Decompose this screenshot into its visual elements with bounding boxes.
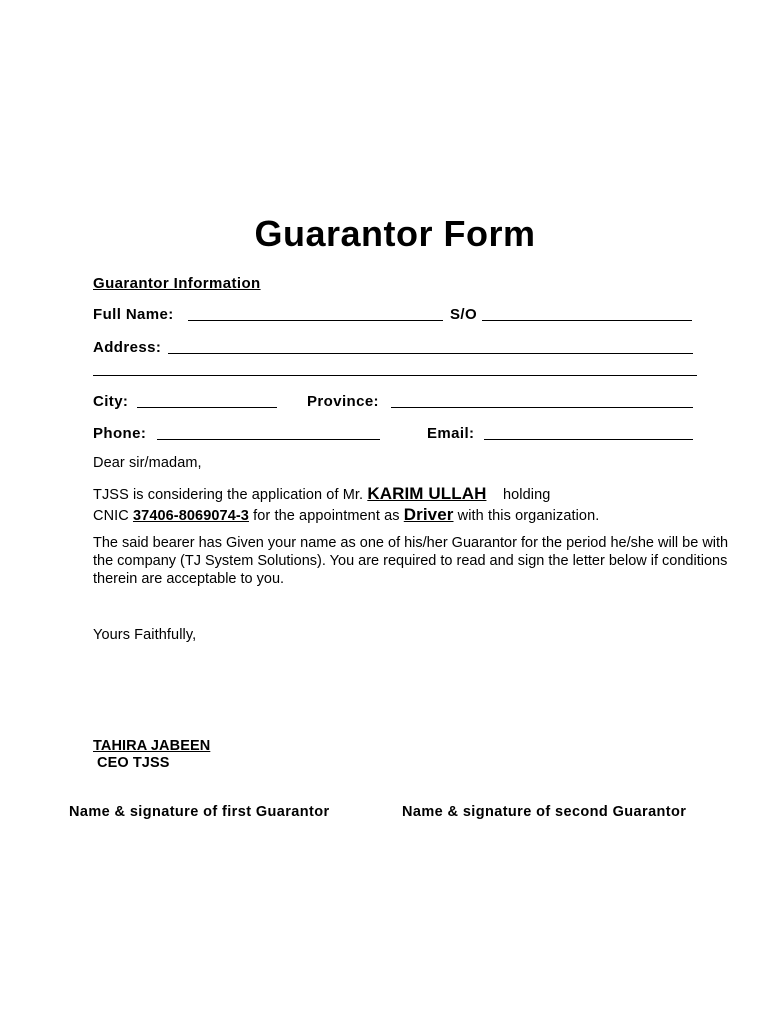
email-label: Email:: [427, 425, 475, 442]
city-label: City:: [93, 393, 129, 410]
full-name-label: Full Name:: [93, 306, 174, 323]
address-field[interactable]: [168, 353, 693, 354]
application-prefix: TJSS is considering the application of Mr.: [93, 487, 364, 503]
phone-field[interactable]: [157, 439, 380, 440]
section-heading: Guarantor Information: [93, 275, 261, 292]
application-line: [93, 484, 550, 504]
closing: Yours Faithfully,: [93, 627, 197, 643]
salutation: Dear sir/madam,: [93, 455, 202, 471]
appointment-text: for the appointment as: [253, 508, 400, 524]
phone-label: Phone:: [93, 425, 147, 442]
son-of-label: S/O: [450, 306, 478, 323]
second-guarantor-signature-label: Name & signature of second Guarantor: [402, 804, 687, 820]
organization-text: with this organization.: [457, 508, 600, 524]
signatory-title: CEO TJSS: [97, 755, 170, 771]
province-field[interactable]: [391, 407, 693, 408]
address-label: Address:: [93, 339, 162, 356]
cnic-line: [93, 505, 599, 525]
first-guarantor-signature-label: Name & signature of first Guarantor: [69, 804, 330, 820]
city-field[interactable]: [137, 407, 277, 408]
son-of-field[interactable]: [482, 320, 692, 321]
province-label: Province:: [307, 393, 379, 410]
signatory-name: TAHIRA JABEEN: [93, 738, 211, 754]
position: Driver: [403, 505, 454, 524]
applicant-name: KARIM ULLAH: [367, 484, 487, 503]
full-name-field[interactable]: [188, 320, 443, 321]
holding-text: holding: [502, 487, 551, 503]
address-field-line-2[interactable]: [93, 375, 697, 376]
page-title: Guarantor Form: [254, 213, 536, 254]
cnic-label: CNIC: [93, 508, 129, 524]
cnic-number: 37406-8069074-3: [132, 508, 249, 524]
letter-body: The said bearer has Given your name as one of his/her Guarantor for the period he/she will be with the company (TJ System Solutions). You are required to read and sign the letter below if conditions therein are acceptable to you.: [93, 535, 729, 587]
email-field[interactable]: [484, 439, 693, 440]
